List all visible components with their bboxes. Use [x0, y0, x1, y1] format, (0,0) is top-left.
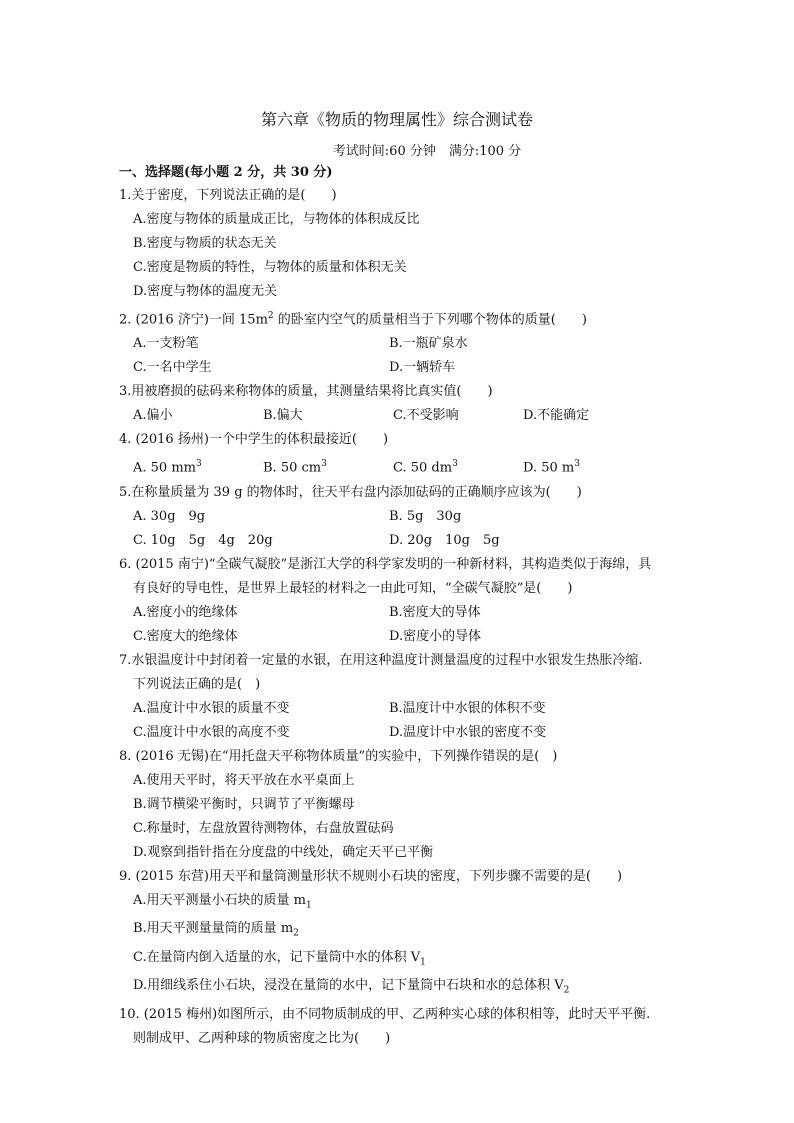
- question-3-option-d: D.不能确定: [523, 408, 590, 424]
- question-7-option-a: A.温度计中水银的质量不变: [133, 700, 290, 716]
- option-text: D.用细线系住小石块，浸没在量筒的水中，记下量筒中石块和水的总体积 V: [133, 978, 564, 994]
- option-text: C. 50 dm: [393, 460, 453, 476]
- question-9-stem: 9. (2015 东营)用天平和量筒测量形状不规则小石块的密度，下列步骤不需要的是( ): [119, 868, 623, 884]
- question-7-options-row-1: [119, 697, 679, 721]
- exam-info: 考试时间:60 分钟 满分:100 分: [332, 144, 522, 159]
- question-2-option-a: A.一支粉笔: [133, 336, 199, 352]
- option-text: C.在量筒内倒入适量的水，记下量筒中水的体积 V: [133, 949, 421, 965]
- option-text: B. 50 cm: [263, 460, 322, 476]
- question-5-option-a: A. 30g 9g: [133, 508, 206, 524]
- option-text: A. 50 mm: [133, 460, 196, 476]
- question-2-options-row-1: [119, 332, 679, 356]
- question-5-option-c: C. 10g 5g 4g 20g: [133, 532, 273, 548]
- superscript: 3: [574, 459, 580, 470]
- question-4-option-a: [133, 452, 263, 480]
- question-list: [119, 184, 679, 1051]
- question-3-option-b: B.偏大: [263, 408, 303, 424]
- question-4-option-c: [393, 452, 523, 480]
- question-1-option-a: A.密度与物体的质量成正比，与物体的体积成反比: [133, 212, 420, 227]
- question-3-option-a: A.偏小: [133, 408, 173, 424]
- question-6-option-a: A.密度小的绝缘体: [133, 604, 238, 620]
- question-5-stem: 5.在称量质量为 39 g 的物体时，往天平右盘内添加砝码的正确顺序应该为( ): [119, 484, 582, 500]
- question-4-stem: 4. (2016 扬州)一个中学生的体积最接近( ): [119, 432, 389, 448]
- question-7-option-c: C.温度计中水银的高度不变: [133, 724, 290, 740]
- question-6-option-b: B.密度大的导体: [389, 604, 481, 620]
- question-2-stem-text-2: 的卧室内空气的质量相当于下列哪个物体的质量( ): [273, 312, 587, 328]
- subscript: 2: [563, 986, 570, 997]
- question-5-option-d: D. 20g 10g 5g: [389, 532, 500, 548]
- question-3-options: [119, 404, 679, 428]
- question-7-stem-line-1: 7.水银温度计中封闭着一定量的水银，在用这种温度计测量温度的过程中水银发生热胀冷缩.: [119, 652, 643, 668]
- question-6-options-row-1: [119, 601, 679, 625]
- question-1-option-b: B.密度与物质的状态无关: [133, 236, 277, 251]
- question-9-option-c: [119, 946, 679, 975]
- question-8-stem: 8. (2016 无锡)在“用托盘天平称物体质量”的实验中，下列操作错误的是( ): [119, 748, 558, 764]
- question-2-stem: [119, 304, 679, 332]
- question-9-option-b: [119, 917, 679, 946]
- question-2-stem-text: 2. (2016 济宁)一间 15m: [119, 312, 268, 328]
- question-6-options-row-2: [119, 625, 679, 649]
- question-5-options-row-2: [119, 529, 679, 553]
- question-9-option-a: [119, 889, 679, 918]
- question-6-stem-line-2: 有良好的导电性，是世界上最轻的材料之一由此可知，“全碳气凝胶”是( ): [133, 580, 573, 596]
- question-5-option-b: B. 5g 30g: [389, 508, 462, 524]
- question-7-options-row-2: [119, 721, 679, 745]
- question-6-option-c: C.密度大的绝缘体: [133, 628, 238, 644]
- page-title: 第六章《物质的物理属性》综合测试卷: [260, 110, 533, 129]
- subscript: 2: [293, 928, 299, 939]
- question-6-option-d: D.密度小的导体: [389, 628, 482, 644]
- superscript: 3: [195, 459, 202, 470]
- question-2-options-row-2: [119, 356, 679, 380]
- superscript: 2: [267, 311, 274, 321]
- question-4-option-d: [523, 452, 580, 480]
- question-10-stem-line-1: 10. (2015 梅州)如图所示，由不同物质制成的甲、乙两种实心球的体积相等，此时天平平衡.: [119, 1007, 651, 1023]
- question-8-option-a: A.使用天平时，将天平放在水平桌面上: [133, 772, 355, 788]
- question-5-options-row-1: [119, 505, 679, 529]
- question-9-option-d: [119, 974, 679, 1003]
- superscript: 3: [452, 459, 458, 470]
- question-8-option-d: D.观察到指针指在分度盘的中线处，确定天平已平衡: [133, 844, 434, 860]
- question-2-option-d: D.一辆轿车: [389, 360, 456, 376]
- question-8-option-c: C.称量时，左盘放置待测物体，右盘放置砝码: [133, 820, 394, 836]
- question-7-option-b: B.温度计中水银的体积不变: [389, 700, 546, 716]
- question-7-stem-line-2: 下列说法正确的是( ): [133, 676, 261, 692]
- option-text: A.用天平测量小石块的质量 m: [133, 892, 306, 908]
- question-6-stem-line-1: 6. (2015 南宁)“全碳气凝胶”是浙江大学的科学家发明的一种新材料，其构造类似于海绵，具: [119, 556, 652, 572]
- question-4-options: [119, 452, 679, 480]
- question-10-stem-line-2: 则制成甲、乙两种球的物质密度之比为( ): [133, 1031, 391, 1047]
- question-2-option-c: C.一名中学生: [133, 360, 212, 376]
- question-1-option-d: D.密度与物体的温度无关: [133, 284, 278, 299]
- section-heading: 一、选择题(每小题 2 分，共 30 分): [119, 165, 333, 180]
- question-3-stem: 3.用被磨损的砝码来称物体的质量，其测量结果将比真实值( ): [119, 384, 493, 400]
- question-3-option-c: C.不受影响: [393, 408, 459, 424]
- option-text: B.用天平测量量筒的质量 m: [133, 921, 294, 937]
- question-8-option-b: B.调节横梁平衡时，只调节了平衡螺母: [133, 796, 355, 812]
- question-1-stem: 1.关于密度，下列说法正确的是( ): [119, 188, 337, 203]
- superscript: 3: [321, 459, 327, 470]
- subscript: 1: [305, 900, 312, 911]
- option-text: D. 50 m: [523, 460, 575, 476]
- subscript: 1: [420, 957, 426, 968]
- question-2-option-b: B.一瓶矿泉水: [389, 336, 468, 352]
- question-7-option-d: D.温度计中水银的密度不变: [389, 724, 547, 740]
- question-1-option-c: C.密度是物质的特性，与物体的质量和体积无关: [133, 260, 407, 275]
- question-4-option-b: [263, 452, 393, 480]
